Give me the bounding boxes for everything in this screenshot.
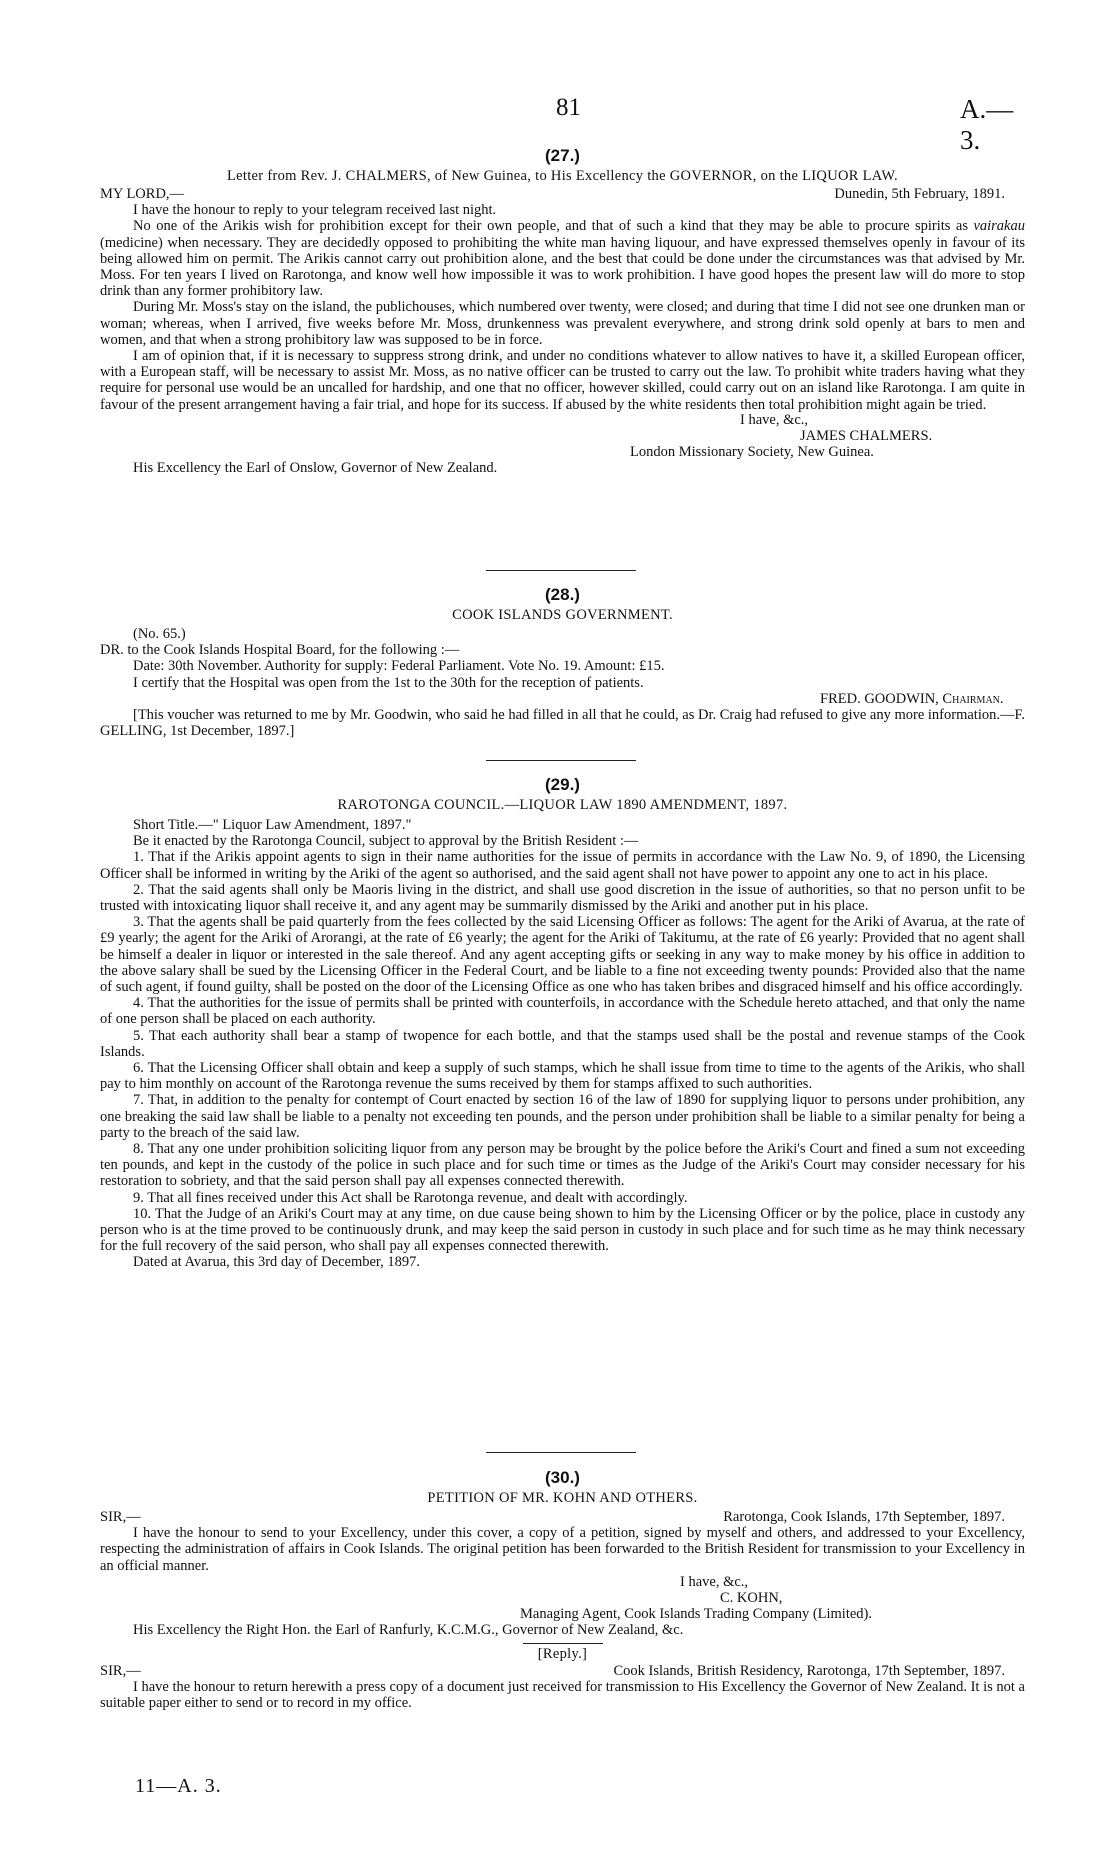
place-date: Dunedin, 5th February, 1891. <box>834 186 1005 202</box>
signer-org: London Missionary Society, New Guinea. <box>630 444 874 461</box>
paper-reference: A.—3. <box>960 94 1014 155</box>
signer: JAMES CHALMERS. <box>800 428 933 445</box>
paragraph: I am of opinion that, if it is necessary to suppress strong drink, and under no conditions whatever to allow natives to have it, a skilled European officer, with a European staff, will be necessary to assist Mr. Moss, as no native officer can be trusted to carry out the law. To prohibit white traders having what they require for personal use would be an uncalled for hardship, and one that no officer, however skilled, could carry out on an island like Rarotonga. I am quite in favour of the present arrangement having a fair trial, and hope for its success. If abused by the white residents then total prohibition might again be tried. <box>100 348 1025 413</box>
divider <box>486 1452 636 1453</box>
salutation: SIR,— <box>100 1509 141 1525</box>
short-title: Short Title.—" Liquor Law Amendment, 1897." <box>133 817 412 833</box>
clause: 9. That all fines received under this Act shall be Rarotonga revenue, and dealt with accordingly. <box>133 1189 688 1206</box>
clause: 8. That any one under prohibition soliciting liquor from any person may be brought by the police before the Ariki's Court and fined a sum not exceeding ten pounds, and kept in the custody of the police in such place and for such time or times as the Judge of the Ariki's Court may consider necessary for his restoration to sobriety, and that the said person shall pay all expenses connected therewith. <box>100 1141 1025 1190</box>
page-number: 81 <box>556 94 581 121</box>
reply-salutation-row <box>100 1663 1025 1679</box>
section-30 <box>100 1468 1025 1711</box>
section-title: COOK ISLANDS GOVERNMENT. <box>452 607 673 623</box>
salutation: SIR,— <box>100 1662 141 1679</box>
note: [This voucher was returned to me by Mr. Goodwin, who said he had filled in all that he could, as Dr. Craig had refused to give any more information.—F. GELLING, 1st December, 1897.] <box>100 707 1025 740</box>
signer: C. KOHN, <box>720 1590 783 1607</box>
closing: I have, &c., <box>680 1573 749 1590</box>
paragraph: I have the honour to send to your Excellency, under this cover, a copy of a petition, signed by myself and others, and addressed to your Excellency, respecting the administration of affairs in Cook Islands. The original petition has been forwarded to the British Resident for transmission to your Excellency in an official manner. <box>100 1525 1025 1574</box>
clause: 3. That the agents shall be paid quarterly from the fees collected by the said Licensing Officer as follows: The agent for the Ariki of Avarua, at the rate of £9 yearly; the agent for the Ariki of Arorangi, at the rate of £6 yearly; the agent for the Ariki of Takitumu, at the rate of £6 yearly: Provided that no agent shall be himself a dealer in liquor or interested in the sale thereof. And any agent accepting gifts or seeking in any way to make money by his office in addition to the above salary shall be sued by the Licensing Officer in the Federal Court, and be liable to a fine not exceeding twenty pounds: Provided also that the name of such agent, if found guilty, shall be posted on the door of the Licensing Office as one who has taken bribes and disgraced himself and his office accordingly. <box>100 914 1025 996</box>
section-title: Letter from Rev. J. CHALMERS, of New Guinea, to His Excellency the GOVERNOR, on the LIQUOR LAW. <box>226 168 898 184</box>
clause: 4. That the authorities for the issue of permits shall be printed with counterfoils, in accordance with the Schedule hereto attached, and that only the name of one person shall be placed on each authority. <box>100 995 1025 1028</box>
paragraph: No one of the Arikis wish for prohibition except for their own people, and that of such a kind that they may be able to procure spirits as vairakau (medicine) when necessary. They are decidedly opposed to prohibiting the white man having liquour, and have expressed themselves openly in favour of its being allowed him on permit. The Arikis cannot carry out prohibition alone, and the best that could be done under the circumstances was that advised by Mr. Moss. For ten years I lived on Rarotonga, and know well how impossible it was to work prohibition. I have good hopes the present law will do more to stop drink than any former prohibitory law. <box>100 218 1025 300</box>
section-28 <box>100 585 1025 739</box>
addressee: His Excellency the Right Hon. the Earl of Ranfurly, K.C.M.G., Governor of New Zealand, &c. <box>133 1622 684 1639</box>
paragraph: I have the honour to reply to your telegram received last night. <box>133 202 497 219</box>
voucher-number: (No. 65.) <box>133 626 186 642</box>
clause: 2. That the said agents shall only be Maoris living in the district, and shall use good discretion in the issue of authorities, so that no person unfit to be trusted with intoxicating liquor shall receive it, and any agent may be summarily dismissed by the Ariki and another put in his place. <box>100 881 1025 915</box>
section-number: (27.) <box>545 146 580 165</box>
section-number: (30.) <box>545 1468 580 1487</box>
salutation-row <box>100 1509 1025 1525</box>
enacting-clause: Be it enacted by the Rarotonga Council, subject to approval by the British Resident :— <box>133 833 639 850</box>
divider <box>486 760 636 761</box>
salutation-row <box>100 186 1025 202</box>
section-title: PETITION OF MR. KOHN AND OTHERS. <box>427 1490 698 1506</box>
section-number: (28.) <box>545 585 580 604</box>
section-number: (29.) <box>545 775 580 794</box>
divider <box>523 1643 603 1644</box>
paragraph: I have the honour to return herewith a press copy of a document just received for transmission to His Excellency the Governor of New Zealand. It is not a suitable paper either to send or to record in my office. <box>100 1678 1025 1712</box>
dr-line: DR. to the Cook Islands Hospital Board, for the following :— <box>100 642 460 659</box>
reply-label: [Reply.] <box>537 1645 588 1662</box>
section-title: RAROTONGA COUNCIL.—LIQUOR LAW 1890 AMENDMENT, 1897. <box>337 797 788 813</box>
salutation: MY LORD,— <box>100 186 185 202</box>
sheet-signature: 11—A. 3. <box>135 1775 222 1797</box>
section-29 <box>100 775 1025 1271</box>
place-date: Cook Islands, British Residency, Rarotonga, 17th September, 1897. <box>613 1662 1005 1679</box>
clause: 6. That the Licensing Officer shall obtain and keep a supply of such stamps, which he shall issue from time to time to the agents of the Arikis, who shall pay to him monthly on account of the Rarotonga revenue the sums received by them for stamps affixed to such authorities. <box>100 1060 1025 1093</box>
divider <box>486 570 636 571</box>
place-date: Rarotonga, Cook Islands, 17th September, 1897. <box>723 1509 1005 1525</box>
closing: I have, &c., <box>740 411 809 428</box>
section-27 <box>100 146 1025 477</box>
certify-line: I certify that the Hospital was open from the 1st to the 30th for the reception of patients. <box>133 674 644 691</box>
voucher-item: Date: 30th November. Authority for supply: Federal Parliament. Vote No. 19. Amount: £15. <box>133 658 665 675</box>
signer-org: Managing Agent, Cook Islands Trading Company (Limited). <box>520 1606 873 1623</box>
clause: 1. That if the Arikis appoint agents to sign in their name authorities for the issue of permits in accordance with the Law No. 9, of 1890, the Licensing Officer shall be informed in writing by the Ariki of the agent so authorised, and the said agent shall not have power to appoint any one to act in his place. <box>100 849 1025 882</box>
clause: 7. That, in addition to the penalty for contempt of Court enacted by section 16 of the law of 1890 for supplying liquor to persons under prohibition, any one breaking the said law shall be liable to a penalty not exceeding ten pounds, and the person under prohibition shall be liable to a similar penalty for being a party to the breach of the said law. <box>100 1092 1025 1141</box>
signer: FRED. GOODWIN, Chairman. <box>820 690 1004 707</box>
addressee: His Excellency the Earl of Onslow, Governor of New Zealand. <box>133 460 498 477</box>
dated-line: Dated at Avarua, this 3rd day of December, 1897. <box>133 1254 421 1271</box>
clause: 10. That the Judge of an Ariki's Court may at any time, on due cause being shown to him by the Licensing Officer or by the police, place in custody any person who is at the time proved to be continuously drunk, and may keep the said person in custody in such place and for such time as he may think necessary for the full recovery of the said person, who shall pay all expenses connected therewith. <box>100 1205 1025 1255</box>
paragraph: During Mr. Moss's stay on the island, the publichouses, which numbered over twenty, were closed; and during that time I did not see one drunken man or woman; whereas, when I arrived, five weeks before Mr. Moss, drunkenness was prevalent everywhere, and strong drink sold openly at bars to men and women, and that when a strong prohibitory law was supposed to be in force. <box>100 299 1025 348</box>
clause: 5. That each authority shall bear a stamp of twopence for each bottle, and that the stamps used shall be the postal and revenue stamps of the Cook Islands. <box>100 1027 1025 1060</box>
